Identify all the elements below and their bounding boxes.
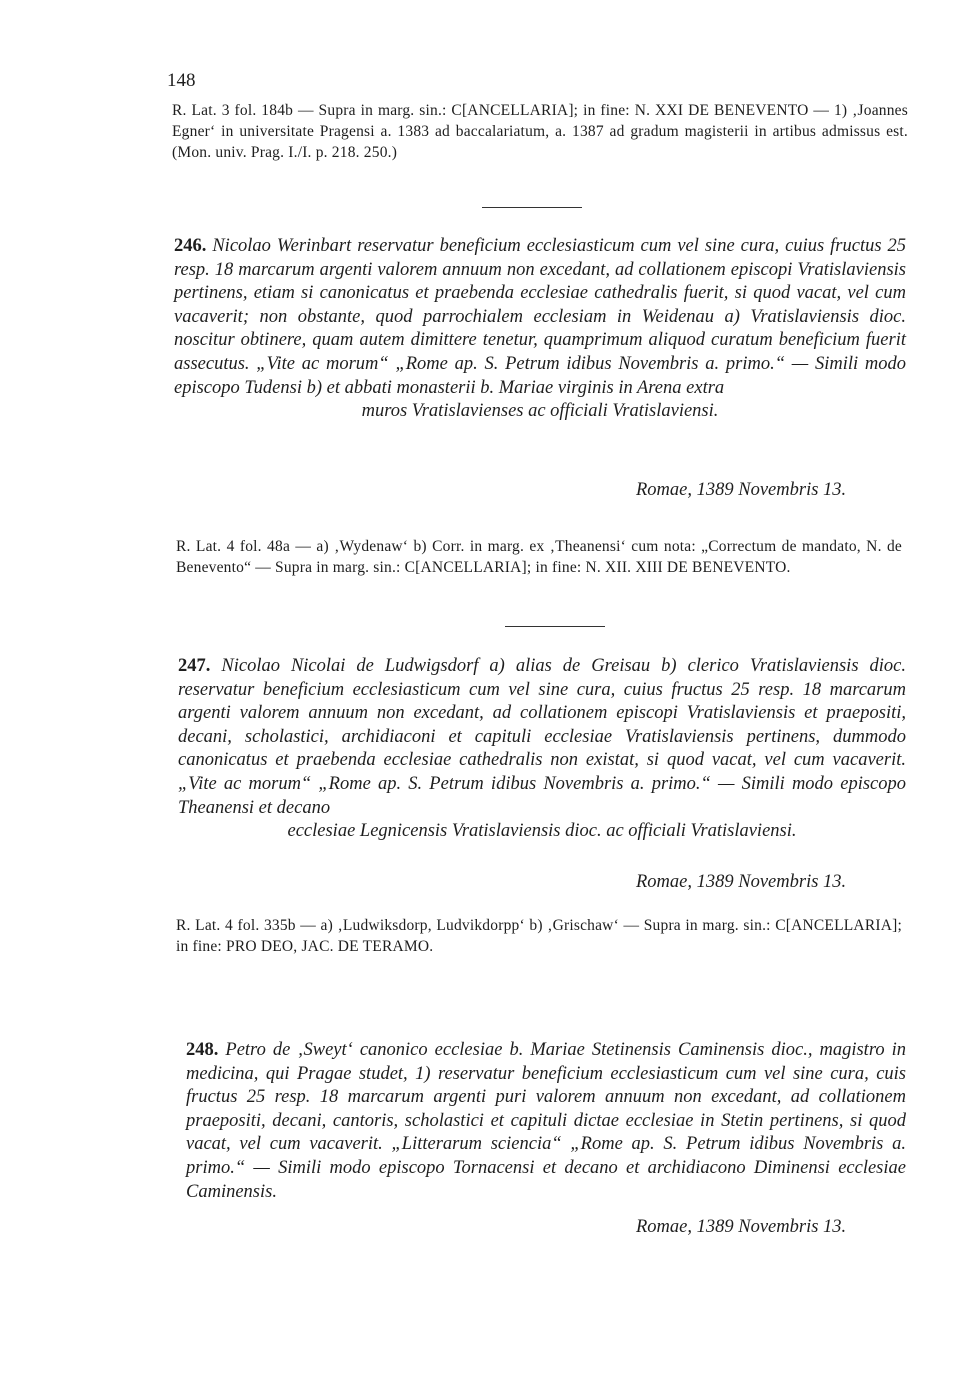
entry-247 [178,655,906,844]
entry-last-line: ecclesiae Legnicensis Vratislaviensis dioc. ac officiali Vratislaviensi. [287,821,797,842]
entry-date: Romae, 1389 Novembris 13. [636,1217,847,1237]
entry-text: Nicolao Nicolai de Ludwigsdorf a) alias de Greisau b) clerico Vratislaviensis dioc. reservatur beneficium ecclesiasticum cum vel sine cura, cuius fructus 25 resp. 18 marcarum argenti valorem annuum non excedant, ad collationem episcopi Vratislaviensis et praepositi, decani, scholastici, archidiaconi et capituli ecclesiae Vratislaviensis pertinens, dummodo canonicatus et praebenda ecclesiae cathedralis non existat, si quod vacat, vel cum vacaverit. „Vite ac morum“ „Rome ap. S. Petrum idibus Novembris a. primo.“ — Simili modo episcopo Theanensi et decano [178,656,906,818]
page-number: 148 [167,70,196,91]
entry-number: 248. [186,1040,219,1060]
footnote-block-1: R. Lat. 3 fol. 184b — Supra in marg. sin.: C[ANCELLARIA]; in fine: N. XXI DE BENEVENTO — 1) ‚Joannes Egner‘ in universitate Pragensi a. 1383 ad baccalariatum, a. 1387 ad gradum magisterii in artibus admissus est. (Mon. univ. Prag. I./I. p. 218. 250.) [172,102,908,161]
entry-246 [174,235,906,424]
footnote-block-3: R. Lat. 4 fol. 335b — a) ‚Ludwiksdorp, Ludvikdorpp‘ b) ‚Grischaw‘ — Supra in marg. sin.: C[ANCELLARIA]; in fine: PRO DEO, JAC. DE TERAMO. [176,917,902,955]
entry-number: 246. [174,236,207,256]
entry-248 [186,1039,906,1204]
entry-text: Nicolao Werinbart reservatur beneficium ecclesiasticum cum vel sine cura, cuius fructus 25 resp. 18 marcarum argenti valorem annuum non excedant, ad collationem episcopi Vratislaviensis pertinens, etiam si canonicatus et praebenda ecclesiae cathedralis fuerit, si quod vacat, vel cum vacaverit; non obstante, quod parrochialem ecclesiam in Weidenau a) Vratislaviensis dioc. noscitur obtinere, quam autem dimittere tenetur, quamprimum aliquod curatum beneficium fuerit assecutus. „Vite ac morum“ „Rome ap. S. Petrum idibus Novembris a. primo.“ — Simili modo episcopo Tudensi b) et abbati monasterii b. Mariae virginis in Arena extra [174,236,907,398]
entry-last-line: muros Vratislavienses ac officiali Vratislaviensi. [361,401,719,422]
footnote-block-2: R. Lat. 4 fol. 48a — a) ‚Wydenaw‘ b) Corr. in marg. ex ‚Theanensi‘ cum nota: „Correctum de mandato, N. de Benevento“ — Supra in marg. sin.: C[ANCELLARIA]; in fine: N. XII. XIII DE BENEVENTO. [176,538,902,576]
entry-number: 247. [178,656,211,676]
separator-rule [505,626,605,627]
entry-date: Romae, 1389 Novembris 13. [636,480,847,500]
entry-date: Romae, 1389 Novembris 13. [636,872,847,892]
entry-text: Petro de ‚Sweyt‘ canonico ecclesiae b. Mariae Stetinensis Caminensis dioc., magistro in medicina, qui Pragae studet, 1) reservatur beneficium ecclesiasticum cum vel sine cura, cuis fructus 25 resp. 18 marcarum argenti puri valorem annuum non excedant, ad collationem praepositi, decani, cantoris, scholastici et capituli dictae ecclesiae in Stetin pertinens, si quod vacat, vel cum vacaverit. „Litterarum sciencia“ „Rome ap. S. Petrum idibus Novembris a. primo.“ — Simili modo episcopo Tornacensi et decano et archidiacono Diminensi ecclesiae Caminensis. [186,1040,906,1202]
separator-rule [482,207,582,208]
